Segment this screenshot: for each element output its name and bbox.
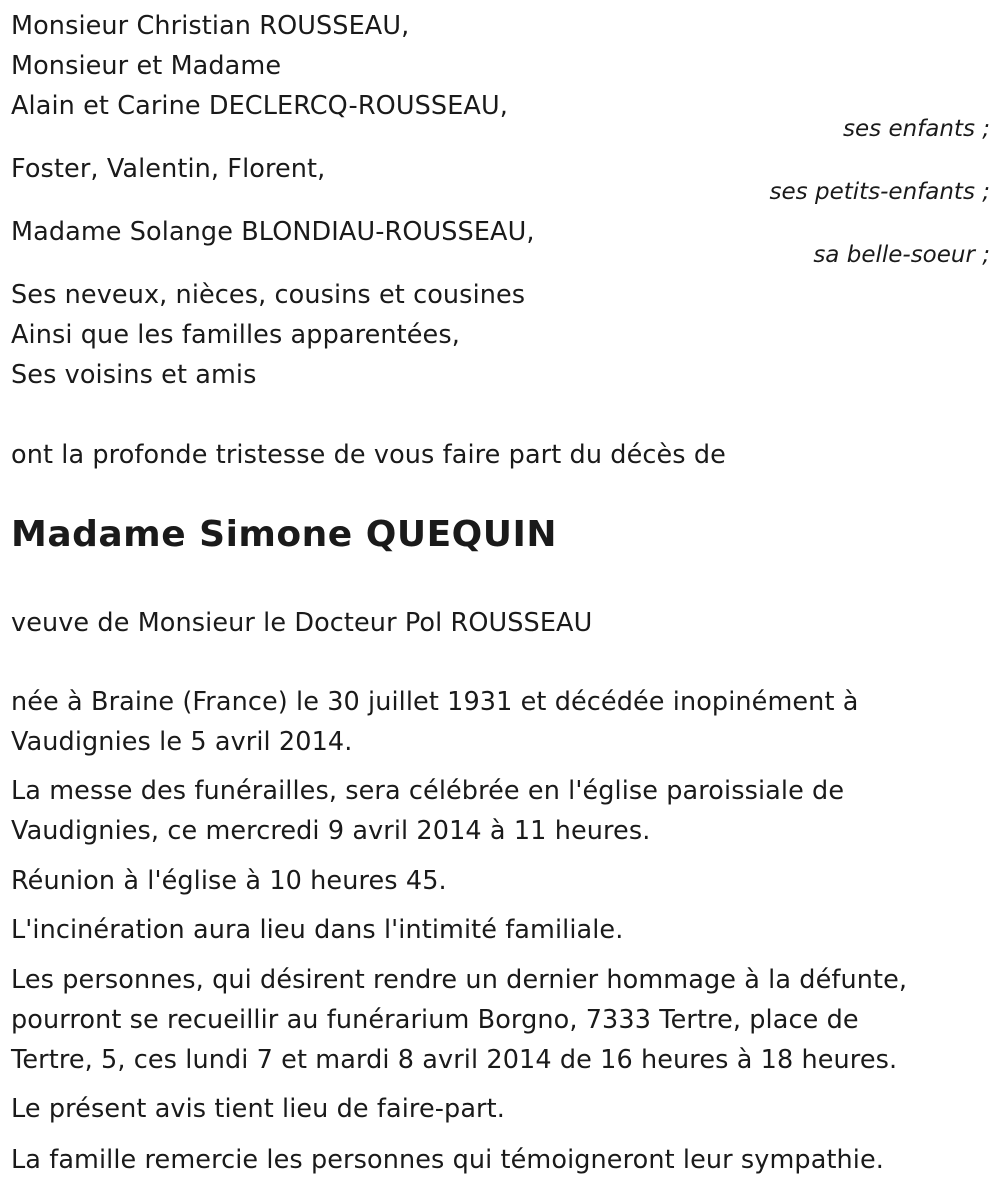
sister-in-law-line: Madame Solange BLONDIAU-ROUSSEAU, — [11, 217, 535, 247]
children-line-1: Monsieur Christian ROUSSEAU, — [11, 11, 410, 41]
sister-in-law-role: sa belle-soeur ; — [813, 242, 990, 268]
thanks-line: La famille remercie les personnes qui témoigneront leur sympathie. — [11, 1145, 884, 1175]
visitation-line-2: pourront se recueillir au funérarium Borgno, 7333 Tertre, place de — [11, 1005, 859, 1035]
children-role: ses enfants ; — [843, 116, 990, 142]
meeting-line: Réunion à l'église à 10 heures 45. — [11, 866, 447, 896]
deceased-name: Madame Simone QUEQUIN — [11, 514, 558, 555]
grandchildren-role: ses petits-enfants ; — [769, 179, 990, 205]
cremation-line: L'incinération aura lieu dans l'intimité familiale. — [11, 915, 624, 945]
children-line-3: Alain et Carine DECLERCQ-ROUSSEAU, — [11, 91, 508, 121]
widow-of: veuve de Monsieur le Docteur Pol ROUSSEAU — [11, 608, 593, 638]
mass-line-1: La messe des funérailles, sera célébrée en l'église paroissiale de — [11, 776, 845, 806]
grandchildren-line: Foster, Valentin, Florent, — [11, 154, 326, 184]
others-line-2: Ainsi que les familles apparentées, — [11, 320, 460, 350]
children-line-2: Monsieur et Madame — [11, 51, 282, 81]
visitation-line-1: Les personnes, qui désirent rendre un dernier hommage à la défunte, — [11, 965, 908, 995]
mass-line-2: Vaudignies, ce mercredi 9 avril 2014 à 11 heures. — [11, 816, 651, 846]
birth-death-line-2: Vaudignies le 5 avril 2014. — [11, 727, 353, 757]
birth-death-line-1: née à Braine (France) le 30 juillet 1931 et décédée inopinément à — [11, 687, 859, 717]
visitation-line-3: Tertre, 5, ces lundi 7 et mardi 8 avril 2014 de 16 heures à 18 heures. — [11, 1045, 898, 1075]
others-line-3: Ses voisins et amis — [11, 360, 257, 390]
others-line-1: Ses neveux, nièces, cousins et cousines — [11, 280, 526, 310]
notice-line: Le présent avis tient lieu de faire-part. — [11, 1094, 505, 1124]
announcement: ont la profonde tristesse de vous faire part du décès de — [11, 440, 726, 470]
